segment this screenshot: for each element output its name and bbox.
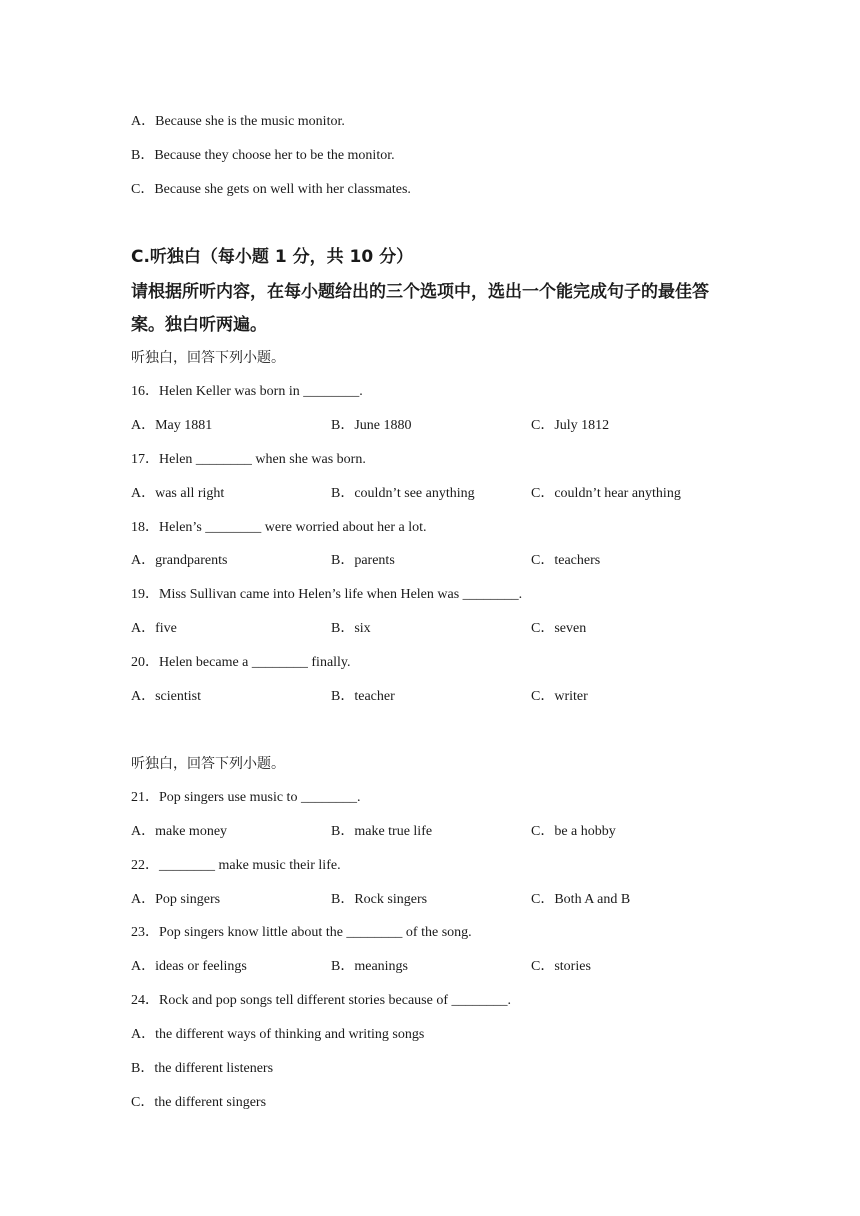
- q17-option-c: C．couldn’t hear anything: [531, 486, 681, 501]
- q20-option-b: B．teacher: [331, 689, 395, 704]
- question-17: 17．Helen ________ when she was born.: [131, 452, 366, 467]
- q18-option-b: B．parents: [331, 553, 395, 568]
- section-heading: C.听独白（每小题 1 分，共 10 分）: [131, 247, 414, 267]
- question-22: 22．________ make music their life.: [131, 858, 341, 873]
- question-23: 23．Pop singers know little about the ________ of the song.: [131, 925, 472, 940]
- q18-option-a: A．grandparents: [131, 553, 228, 568]
- question-16: 16．Helen Keller was born in ________.: [131, 384, 363, 399]
- prev-option-c: C．Because she gets on well with her classmates.: [131, 182, 411, 197]
- group2-intro: 听独白，回答下列小题。: [131, 756, 285, 772]
- q18-option-c: C．teachers: [531, 553, 601, 568]
- question-20: 20．Helen became a ________ finally.: [131, 655, 351, 670]
- q23-option-b: B．meanings: [331, 959, 408, 974]
- question-19: 19．Miss Sullivan came into Helen’s life when Helen was ________.: [131, 587, 523, 602]
- prev-option-b: B．Because they choose her to be the monitor.: [131, 148, 395, 163]
- q17-option-a: A．was all right: [131, 486, 225, 501]
- q19-option-a: A．five: [131, 621, 177, 636]
- question-24: 24．Rock and pop songs tell different stories because of ________.: [131, 993, 512, 1008]
- q22-option-a: A．Pop singers: [131, 892, 221, 907]
- question-18: 18．Helen’s ________ were worried about her a lot.: [131, 520, 427, 535]
- q19-option-c: C．seven: [531, 621, 587, 636]
- q22-option-c: C．Both A and B: [531, 892, 631, 907]
- q22-option-b: B．Rock singers: [331, 892, 428, 907]
- q16-option-b: B．June 1880: [331, 418, 412, 433]
- q16-option-c: C．July 1812: [531, 418, 610, 433]
- q20-option-c: C．writer: [531, 689, 588, 704]
- section-instruction-1: 请根据所听内容，在每小题给出的三个选项中，选出一个能完成句子的最佳答: [131, 282, 709, 302]
- q23-option-c: C．stories: [531, 959, 591, 974]
- question-21: 21．Pop singers use music to ________.: [131, 790, 361, 805]
- q21-option-a: A．make money: [131, 824, 228, 839]
- section-instruction-2: 案。独白听两遍。: [131, 315, 267, 335]
- q20-option-a: A．scientist: [131, 689, 201, 704]
- q21-option-b: B．make true life: [331, 824, 433, 839]
- q21-option-c: C．be a hobby: [531, 824, 616, 839]
- group1-intro: 听独白，回答下列小题。: [131, 350, 285, 366]
- q24-option-a: A．the different ways of thinking and writing songs: [131, 1027, 425, 1042]
- q24-option-b: B．the different listeners: [131, 1061, 274, 1076]
- q24-option-c: C．the different singers: [131, 1095, 267, 1110]
- q17-option-b: B．couldn’t see anything: [331, 486, 475, 501]
- q19-option-b: B．six: [331, 621, 371, 636]
- q23-option-a: A．ideas or feelings: [131, 959, 247, 974]
- q16-option-a: A．May 1881: [131, 418, 213, 433]
- prev-option-a: A．Because she is the music monitor.: [131, 114, 345, 129]
